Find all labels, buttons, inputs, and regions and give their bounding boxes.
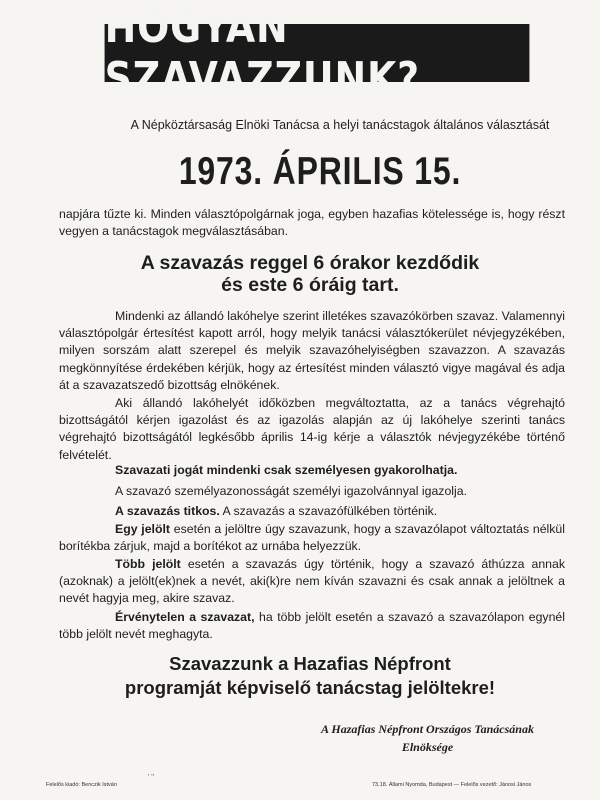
poster-title: HOGYAN SZAVAZZUNK? <box>105 24 530 82</box>
headline-line-1: A szavazás reggel 6 órakor kezdődik <box>140 252 480 274</box>
secret-rest: A szavazás a szavazófülkében történik. <box>219 504 438 518</box>
footer-printer: 73.18. Állami Nyomda, Budapest — Felelős vezető: Jánosi János <box>372 782 532 788</box>
rule-multiple-candidates <box>59 556 565 608</box>
closing-line-2: programját képviselő tanácstag jelöltekre! <box>124 677 496 698</box>
paragraph-announcement: napjára tűzte ki. Minden választópolgárnak joga, egyben hazafias kötelessége is, hogy részt vegyen a tanácstagok megválasztásában. <box>59 207 565 239</box>
rule-one-candidate <box>59 521 565 555</box>
invalid-bold: Érvénytelen a szavazat, <box>115 610 255 624</box>
intro-text: A Népköztársaság Elnöki Tanácsa a helyi tanácstagok általános választását <box>130 118 550 132</box>
multi-candidate-rest: esetén a szavazás úgy történik, hogy a szavazó áthúzza annak (azoknak) a jelölt(ek)nek a nevét, aki(k)re nem kíván szavazni és csak annak a jelöltnek a nevét hagyja meg, akire szavaz. <box>59 557 565 606</box>
headline-line-2: és este 6 óráig tart. <box>221 274 399 296</box>
rule-secret-ballot <box>59 503 565 520</box>
paragraph-address-change: Aki állandó lakóhelyét időközben megváltoztatta, az a tanács végrehajtó bizottságától kérjen igazolást és az igazolás alapján az új lakóhelye szerinti tanács végrehajtó bizottságától legkésőbb április 14-ig kérje a választók névjegyzékébe történő felvételét. <box>59 396 565 462</box>
rule-personal-text: Szavazati jogát mindenki csak személyesen gyakorolhatja. <box>115 463 458 477</box>
closing-line-1: Szavazzunk a Hazafias Népfront <box>169 653 451 674</box>
footer-publisher: Felelős kiadó: Benczik István <box>46 782 117 788</box>
footer-marks: ' '' <box>148 774 154 781</box>
rule-invalid-vote <box>59 609 565 643</box>
multi-candidate-bold: Több jelölt <box>115 557 181 571</box>
signature-line-1: A Hazafias Népfront Országos Tanácsának <box>321 722 534 736</box>
invalid-rest: ha több jelölt esetén a szavazó a szavazólapon egynél több jelölt nevét meghagyta. <box>59 610 565 642</box>
paragraph-polling-district: Mindenki az állandó lakóhelye szerint illetékes szavazókörben szavaz. Valamennyi választópolgár értesítést kapott arról, hogy melyik tanácsi választókerület névjegyzékében, milyen sorszám alatt szerepel és melyik szavazóhelyiségben szavazzon. A szavazás megkönnyítése érdekében kérjük, hogy az értesítést minden választó vigye magával és adja át a szavazatszedő bizottság elnökének. <box>59 309 565 392</box>
election-date: 1973. ÁPRILIS 15. <box>178 150 462 193</box>
signature-block <box>300 720 555 756</box>
rule-identity: A szavazó személyazonosságát személyi igazolvánnyal igazolja. <box>115 484 468 498</box>
voting-hours-headline <box>60 252 560 296</box>
rule-personal-voting <box>59 462 565 479</box>
closing-slogan <box>60 652 560 700</box>
signature-line-2: Elnöksége <box>401 740 454 754</box>
secret-bold: A szavazás titkos. <box>115 504 220 518</box>
one-candidate-rest: esetén a jelöltre úgy szavazunk, hogy a szavazólapot változtatás nélkül borítékba zárjuk, majd a borítékot az urnába helyezzük. <box>59 522 565 554</box>
one-candidate-bold: Egy jelölt <box>115 522 170 536</box>
